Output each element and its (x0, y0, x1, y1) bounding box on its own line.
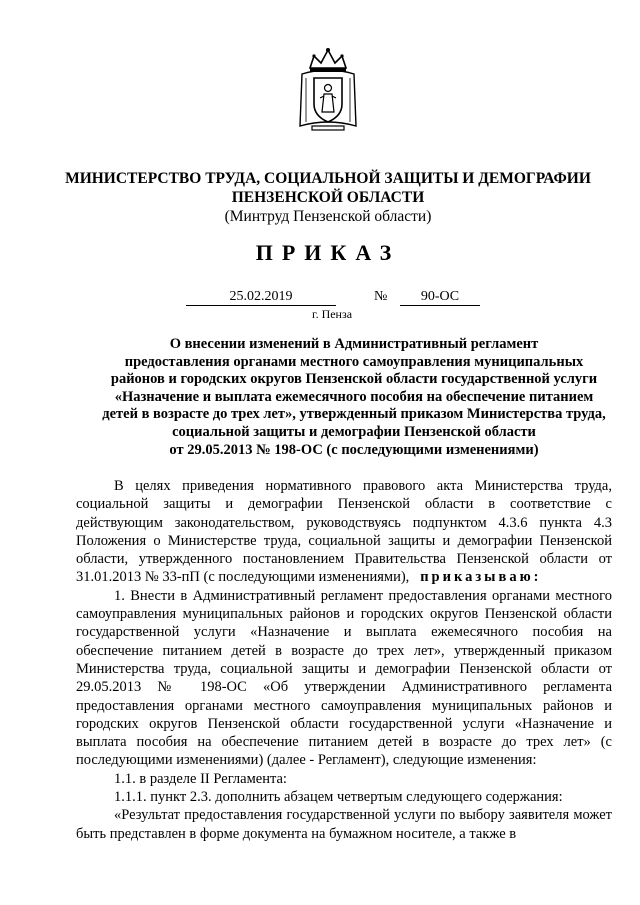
subject-line: районов и городских округов Пензенской области государственной услуги (110, 371, 598, 388)
order-word: приказываю: (420, 569, 542, 586)
order-date: 25.02.2019 (186, 289, 336, 306)
order-body (76, 477, 612, 843)
ministry-name-line1: МИНИСТЕРСТВО ТРУДА, СОЦИАЛЬНОЙ ЗАЩИТЫ И ДЕМОГРАФИИ (65, 170, 591, 187)
city-name: г. Пенза (312, 307, 353, 321)
preamble-paragraph (76, 477, 612, 587)
document-type-title: ПРИКАЗ (255, 240, 401, 265)
order-subject (88, 336, 620, 459)
subject-line: детей в возрасте до трех лет», утвержденный приказом Министерства труда, (102, 406, 606, 423)
subject-line: предоставления органами местного самоуправления муниципальных (124, 353, 584, 370)
paragraph-1: 1. Внести в Административный регламент предоставления органами местного самоуправления муниципальных районов и городских округов Пензенской области государственной услуги «Назначение и выплата ежемесячного пособия на обеспечение питанием детей в возрасте до трех лет», утвержденный приказом Министерства труда, социальной защиты и демографии Пензенской области от 29.05.2013 № 198-ОС «Об утверждении Административного регламента предоставления органами местного самоуправления муниципальных районов и городских округов Пензенской области государственной услуги «Назначение и выплата пособия на обеспечение питанием детей в возрасте до трех лет» (с последующими изменениями) (далее - Регламент), следующие изменения: (76, 587, 612, 769)
number-sign: № (374, 289, 388, 304)
subject-line: «Назначение и выплата ежемесячного пособия на обеспечение питанием (114, 388, 594, 405)
order-number: 90-ОС (400, 289, 480, 306)
preamble-text: В целях приведения нормативного правового акта Министерства труда, социальной защиты и демографии Пензенской области в соответствие с действующим законодательством, руководствуясь подпунктом 4.3.6 пункта 4.3 Положения о Министерстве труда, социальной защиты и демографии Пензенской области, утвержденного постановлением Правительства Пензенской области от 31.01.2013 № 33-пП (с последующими изменениями), (76, 478, 612, 586)
ministry-name-line2: ПЕНЗЕНСКОЙ ОБЛАСТИ (231, 189, 425, 206)
coat-of-arms-icon (296, 46, 360, 134)
paragraph-quote: «Результат предоставления государственной услуги по выбору заявителя может быть представлен в форме документа на бумажном носителе, а также в (76, 807, 612, 842)
subject-line: от 29.05.2013 № 198-ОС (с последующими изменениями) (169, 441, 539, 458)
paragraph-1-1-1: 1.1.1. пункт 2.3. дополнить абзацем четвертым следующего содержания: (114, 789, 563, 806)
subject-line: О внесении изменений в Административный регламент (169, 336, 539, 352)
ministry-short-name: (Минтруд Пензенской области) (224, 208, 432, 225)
paragraph-1-1: 1.1. в разделе II Регламента: (114, 770, 287, 787)
subject-line: социальной защиты и демографии Пензенской области (172, 423, 536, 440)
